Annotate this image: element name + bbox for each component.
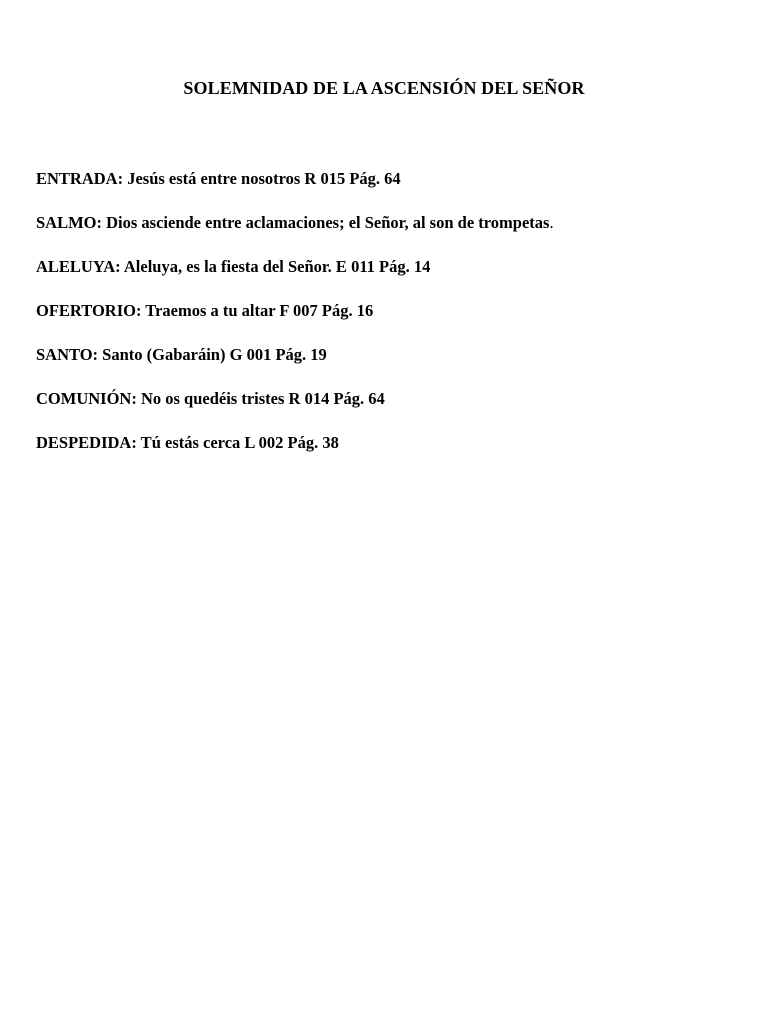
song-ofertorio — [36, 301, 736, 321]
song-trail: . — [549, 213, 554, 232]
song-label: SANTO: — [36, 345, 99, 364]
song-comunion — [36, 389, 736, 409]
song-label: COMUNIÓN: — [36, 389, 137, 408]
song-text: Tú estás cerca L 002 Pág. 38 — [136, 433, 339, 452]
song-label: DESPEDIDA: — [36, 433, 137, 452]
song-santo — [36, 345, 736, 365]
song-salmo — [36, 213, 736, 233]
song-label: OFERTORIO: — [36, 301, 142, 320]
song-despedida — [36, 433, 736, 453]
document-title: SOLEMNIDAD DE LA ASCENSIÓN DEL SEÑOR — [183, 78, 585, 98]
song-text: Jesús está entre nosotros R 015 Pág. 64 — [123, 169, 401, 188]
song-text: Traemos a tu altar F 007 Pág. 16 — [141, 301, 374, 320]
song-label: SALMO: — [36, 213, 102, 232]
song-text: No os quedéis tristes R 014 Pág. 64 — [136, 389, 385, 408]
song-text: Dios asciende entre aclamaciones; el Señor, al son de trompetas — [102, 213, 550, 232]
song-text: Aleluya, es la fiesta del Señor. E 011 Pág. 14 — [120, 257, 431, 276]
song-label: ALELUYA: — [36, 257, 121, 276]
song-text: Santo (Gabaráin) G 001 Pág. 19 — [98, 345, 327, 364]
song-label: ENTRADA: — [36, 169, 124, 188]
song-aleluya — [36, 257, 736, 277]
song-list — [36, 169, 736, 477]
song-entrada — [36, 169, 736, 189]
